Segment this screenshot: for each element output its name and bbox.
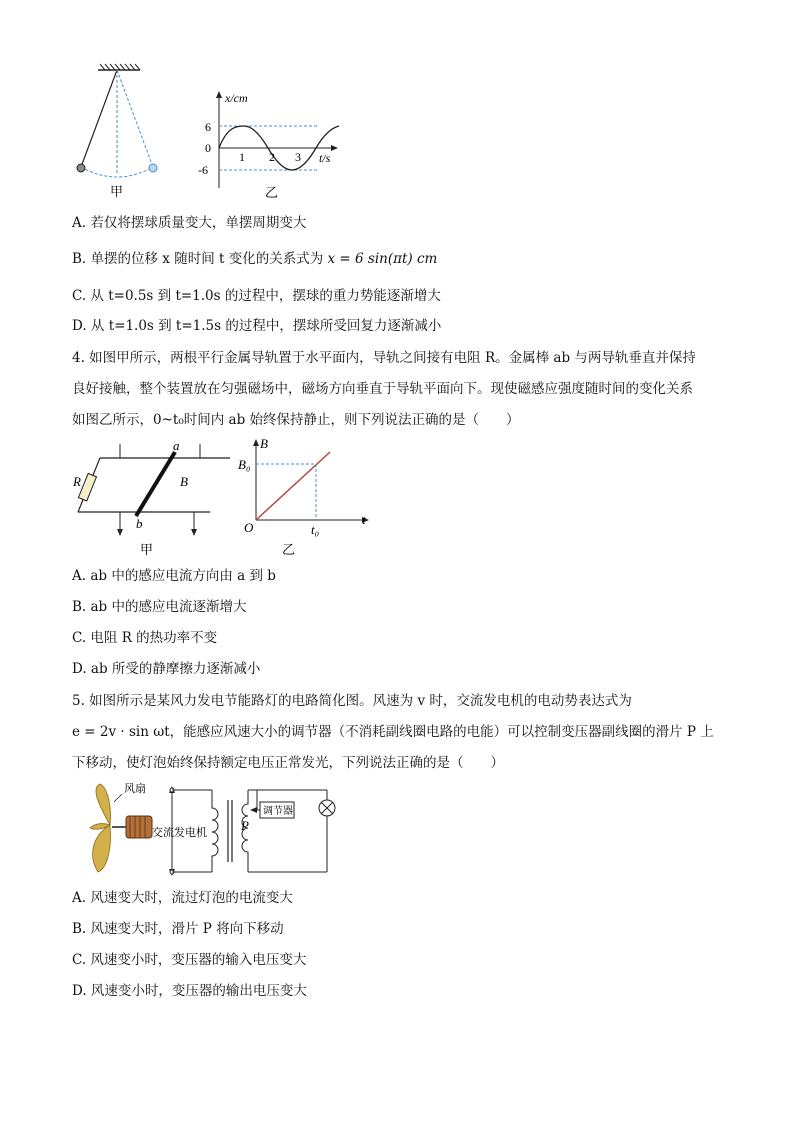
q4-option-c: C. 电阻 R 的热功率不变 — [72, 630, 218, 646]
q3-option-b-formula: x = 6 sin(πt) cm — [327, 251, 438, 267]
tick-2: 2 — [269, 150, 275, 164]
pendulum-figure — [70, 62, 180, 202]
axis-b: B — [260, 436, 268, 451]
q5-option-c: C. 风速变小时，变压器的输入电压变大 — [72, 952, 307, 968]
label-r: R — [73, 474, 81, 489]
label-a: a — [173, 438, 180, 453]
label-yi: 乙 — [282, 542, 296, 557]
q3-option-c: C. 从 t=0.5s 到 t=1.0s 的过程中，摆球的重力势能逐渐增大 — [72, 288, 441, 304]
axis-x-label: t/s — [319, 151, 331, 165]
q5-stem-line2: e = 2v · sin ωt，能感应风速大小的调节器（不消耗副线圈电路的电能）可以控制变压器副线圈的滑片 P 上 — [72, 724, 714, 740]
label-yi: 乙 — [265, 185, 279, 200]
resistor-r — [78, 473, 96, 500]
bt-graph — [238, 436, 378, 561]
tick-zero: 0 — [205, 141, 211, 155]
q5-option-b: B. 风速变大时，滑片 P 将向下移动 — [72, 921, 284, 937]
rails-figure — [70, 436, 240, 561]
axis-t: t — [362, 512, 366, 527]
regulator-label: 调节器 — [263, 806, 293, 817]
tick-pos: 6 — [205, 120, 211, 134]
slider-p — [250, 807, 257, 813]
t0: t₀ — [311, 522, 320, 537]
label-jia: 甲 — [140, 542, 154, 557]
q4-stem-line1: 4. 如图甲所示，两根平行金属导轨置于水平面内，导轨之间接有电阻 R。金属棒 ab 与两导轨垂直并保持 — [72, 350, 696, 366]
q3-option-b — [72, 250, 437, 268]
q4-option-b: B. ab 中的感应电流逐渐增大 — [72, 599, 247, 615]
label-b: b — [136, 516, 143, 531]
slider-label: P — [241, 818, 249, 833]
tick-neg: -6 — [198, 163, 208, 177]
fan-label: 风扇 — [124, 783, 146, 795]
fan-blades — [90, 784, 111, 872]
q5-option-a: A. 风速变大时，流过灯泡的电流变大 — [72, 890, 293, 906]
tick-1: 1 — [239, 150, 245, 164]
circuit-figure — [82, 780, 352, 880]
q5-stem-line1: 5. 如图所示是某风力发电节能路灯的电路简化图。风速为 v 时，交流发电机的电动势表达式为 — [72, 693, 632, 709]
q5-stem-line3: 下移动，使灯泡始终保持额定电压正常发光，下列说法正确的是（ ） — [72, 755, 504, 771]
primary-coil — [212, 790, 218, 872]
xt-graph — [195, 88, 345, 203]
q4-option-d: D. ab 所受的静摩擦力逐渐减小 — [72, 661, 261, 677]
q4-option-a: A. ab 中的感应电流方向由 a 到 b — [72, 568, 276, 584]
q4-stem-line3: 如图乙所示，0~t₀时间内 ab 始终保持静止，则下列说法正确的是（ ） — [72, 412, 520, 428]
metal-bar-ab — [136, 452, 175, 516]
b0: B₀ — [238, 457, 251, 472]
pendulum-bob — [77, 164, 85, 172]
label-jia: 甲 — [110, 184, 124, 199]
generator-label: 交流发电机 — [152, 827, 207, 839]
q4-stem-line2: 良好接触，整个装置放在匀强磁场中，磁场方向垂直于导轨平面向下。现使磁感应强度随时间的变化关系 — [72, 381, 693, 397]
axis-y-label: x/cm — [225, 91, 248, 105]
q5-option-d: D. 风速变小时，变压器的输出电压变大 — [72, 983, 307, 999]
tick-3: 3 — [295, 150, 301, 164]
q3-option-b-text: B. 单摆的位移 x 随时间 t 变化的关系式为 — [72, 251, 328, 267]
q3-option-a: A. 若仅将摆球质量变大，单摆周期变大 — [72, 215, 307, 231]
origin: O — [244, 520, 254, 535]
q3-option-d: D. 从 t=1.0s 到 t=1.5s 的过程中，摆球所受回复力逐渐减小 — [72, 318, 442, 334]
b-line — [256, 452, 330, 520]
pendulum-string — [81, 70, 117, 167]
label-field-b: B — [180, 474, 188, 489]
